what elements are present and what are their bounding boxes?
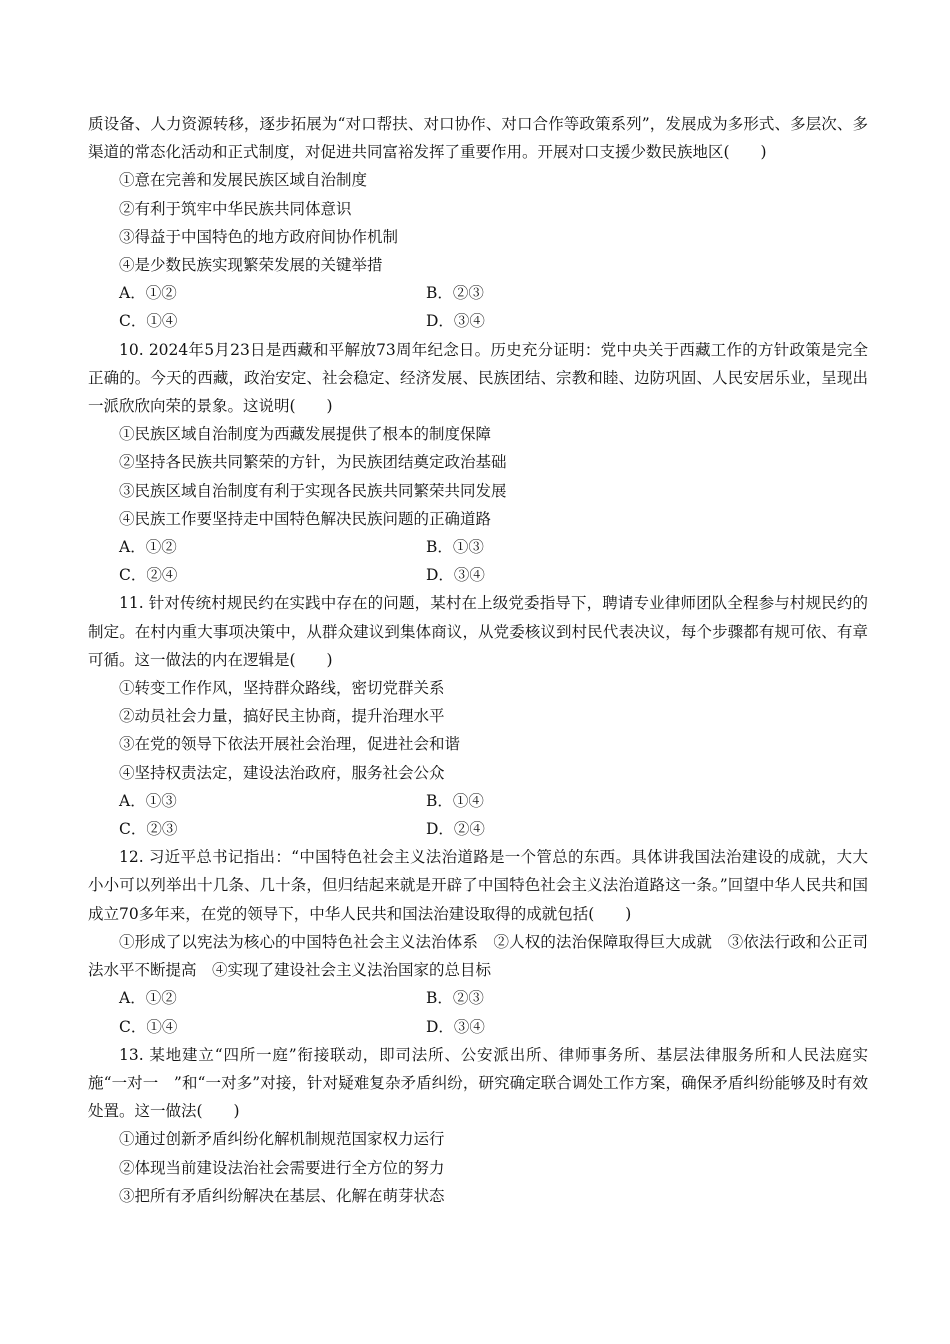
- q11-option-2: ②动员社会力量，搞好民主协商，提升治理水平: [119, 707, 445, 726]
- q12-choice-d: D．③④: [426, 1017, 485, 1036]
- q10-choices: [88, 533, 868, 589]
- question-12: [88, 843, 868, 1040]
- q9-choice-d: D．③④: [426, 312, 485, 331]
- q9-option-1: ①意在完善和发展民族区域自治制度: [119, 171, 368, 190]
- q11-option-1: ①转变工作作风，坚持群众路线，密切党群关系: [119, 679, 445, 698]
- q9-choices: [88, 279, 868, 335]
- q11-option-3: ③在党的领导下依法开展社会治理，促进社会和谐: [119, 735, 461, 754]
- exam-page: [88, 110, 868, 1210]
- q10-stem: 10. 2024年5月23日是西藏和平解放73周年纪念日。历史充分证明：党中央关于西藏工作的方针政策是完全正确的。今天的西藏，政治安定、社会稳定、经济发展、民族团结、宗教和睦、边防巩固、人民安居乐业，呈现出一派欣欣向荣的景象。这说明( ): [88, 340, 868, 416]
- q12-choice-a: A．①②: [119, 989, 177, 1008]
- q10-option-3: ③民族区域自治制度有利于实现各民族共同繁荣共同发展: [119, 481, 507, 500]
- q9-option-4: ④是少数民族实现繁荣发展的关键举措: [119, 256, 383, 275]
- q12-choice-c: C．①④: [119, 1017, 178, 1036]
- q13-option-1: ①通过创新矛盾纠纷化解机制规范国家权力运行: [119, 1130, 445, 1149]
- q10-choice-b: B．①③: [426, 538, 484, 557]
- q10-choice-a: A．①②: [119, 538, 177, 557]
- q9-choice-c: C．①④: [119, 312, 178, 331]
- q9-option-2: ②有利于筑牢中华民族共同体意识: [119, 199, 352, 218]
- q13-stem: 13. 某地建立“四所一庭”衔接联动，即司法所、公安派出所、律师事务所、基层法律服务所和人民法庭实施“一对一 ”和“一对多”对接，针对疑难复杂矛盾纠纷，研究确定联合调处工作方案，确保矛盾纠纷能够及时有效处置。这一做法( ): [88, 1045, 868, 1121]
- q12-options-inline: ①形成了以宪法为核心的中国特色社会主义法治体系 ②人权的法治保障取得巨大成就 ③依法行政和公正司法水平不断提高 ④实现了建设社会主义法治国家的总目标: [88, 932, 868, 980]
- question-13: [88, 1041, 868, 1210]
- q12-choice-b: B．②③: [426, 989, 484, 1008]
- q11-choice-c: C．②③: [119, 820, 178, 839]
- q10-option-1: ①民族区域自治制度为西藏发展提供了根本的制度保障: [119, 425, 492, 444]
- q12-stem: 12. 习近平总书记指出：“中国特色社会主义法治道路是一个管总的东西。具体讲我国法治建设的成就，大大小小可以列举出十几条、几十条，但归结起来就是开辟了中国特色社会主义法治道路这一条。”回望中华人民共和国成立70多年来，在党的领导下，中华人民共和国法治建设取得的成就包括( ): [88, 848, 868, 923]
- q9-option-3: ③得益于中国特色的地方政府间协作机制: [119, 227, 399, 246]
- q13-option-3: ③把所有矛盾纠纷解决在基层、化解在萌芽状态: [119, 1186, 445, 1205]
- q10-choice-c: C．②④: [119, 566, 178, 585]
- q11-choices: [88, 787, 868, 843]
- q10-option-4: ④民族工作要坚持走中国特色解决民族问题的正确道路: [119, 509, 492, 528]
- q9-choice-a: A．①②: [119, 284, 177, 303]
- q11-choice-b: B．①④: [426, 791, 484, 810]
- q11-option-4: ④坚持权责法定，建设法治政府，服务社会公众: [119, 763, 445, 782]
- q9-stem-continued: 质设备、人力资源转移，逐步拓展为“对口帮扶、对口协作、对口合作等政策系列”，发展成为多形式、多层次、多渠道的常态化活动和正式制度，对促进共同富裕发挥了重要作用。开展对口支援少数民族地区( ): [88, 115, 868, 162]
- q12-choices: [88, 984, 868, 1040]
- q10-choice-d: D．③④: [426, 566, 485, 585]
- question-10: [88, 336, 868, 590]
- q11-choice-a: A．①③: [119, 791, 177, 810]
- question-11: [88, 589, 868, 843]
- q11-stem: 11. 针对传统村规民约在实践中存在的问题，某村在上级党委指导下，聘请专业律师团队全程参与村规民约的制定。在村内重大事项决策中，从群众建议到集体商议，从党委核议到村民代表决议，每个步骤都有规可依、有章可循。这一做法的内在逻辑是( ): [88, 594, 868, 669]
- q11-choice-d: D．②④: [426, 820, 485, 839]
- q13-option-2: ②体现当前建设法治社会需要进行全方位的努力: [119, 1158, 445, 1177]
- q10-option-2: ②坚持各民族共同繁荣的方针，为民族团结奠定政治基础: [119, 453, 507, 472]
- q9-choice-b: B．②③: [426, 284, 484, 303]
